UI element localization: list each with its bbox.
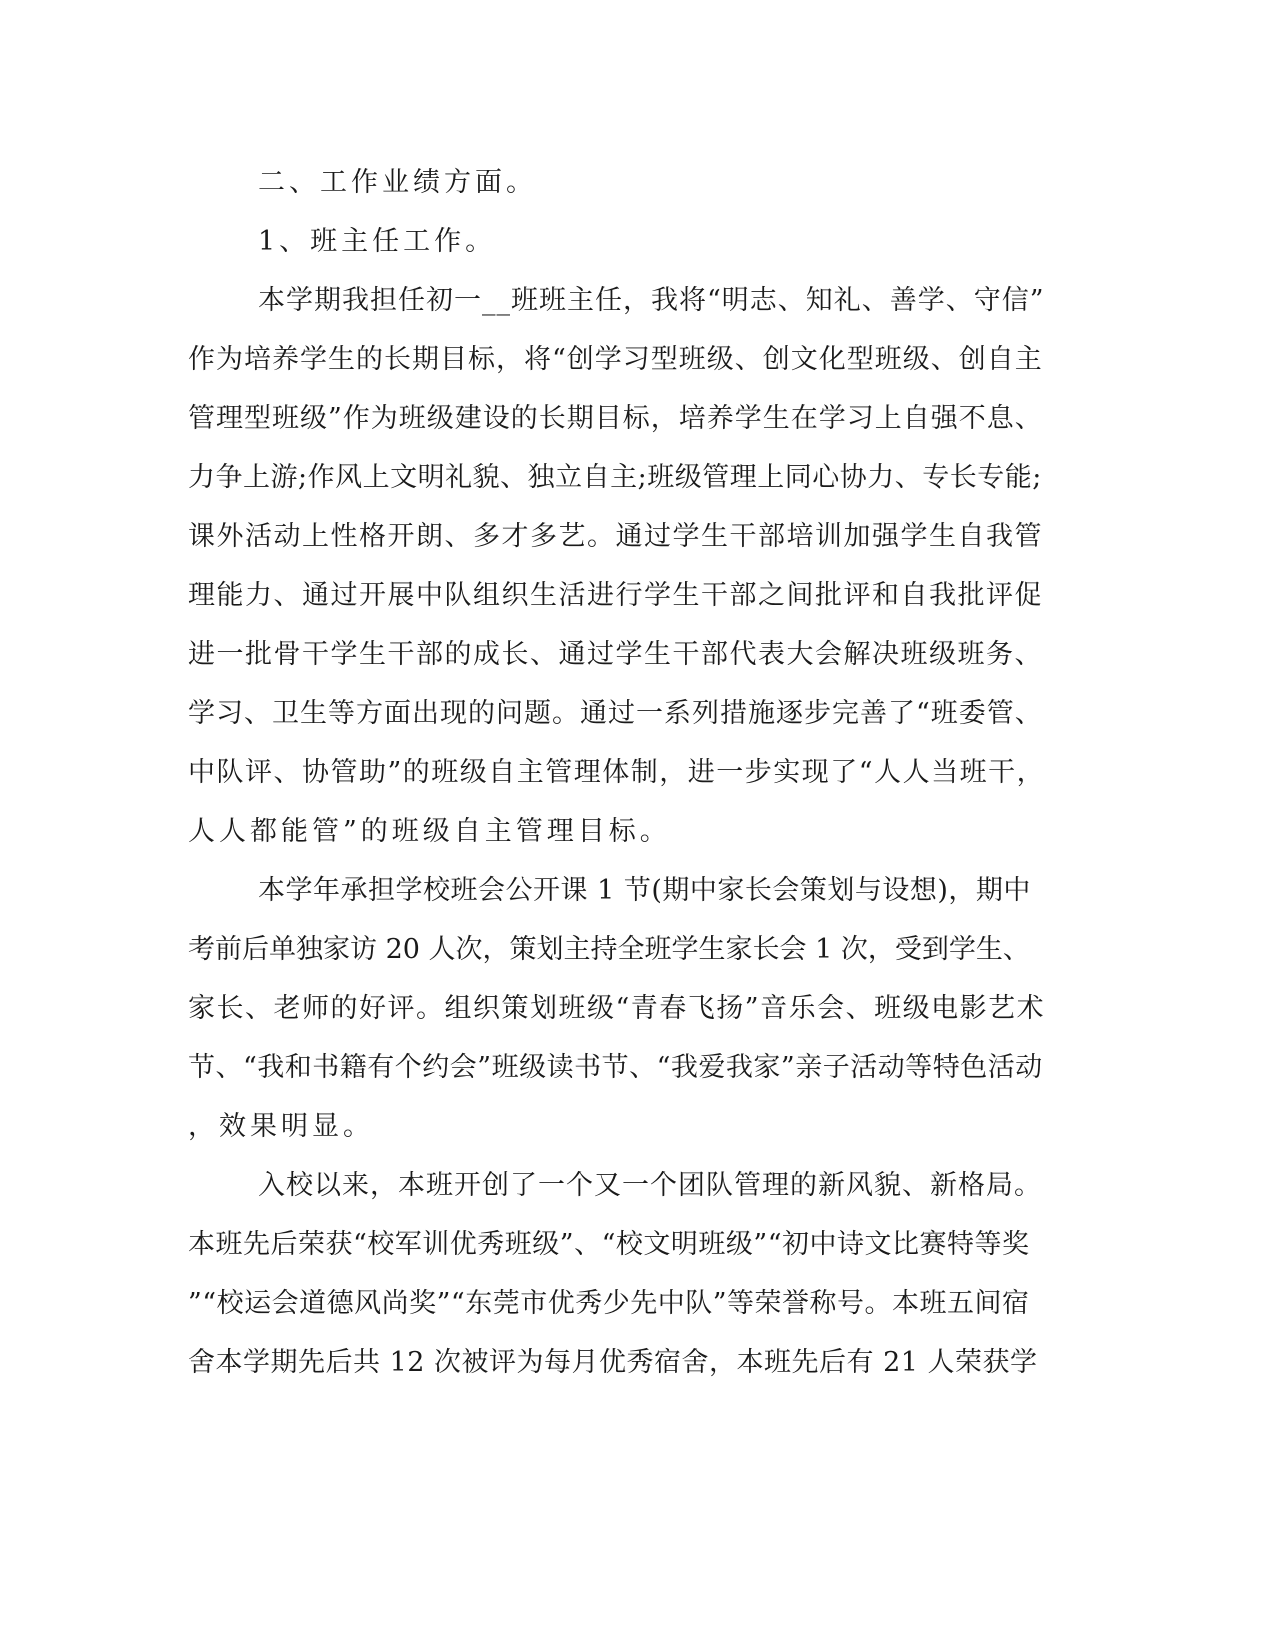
paragraph-line: 入校以来，本班开创了一个又一个团队管理的新风貌、新格局。	[258, 1170, 1042, 1201]
paragraph-line: 进一批骨干学生干部的成长、通过学生干部代表大会解决班级班务、	[188, 639, 1043, 670]
paragraph-line: 本班先后荣获“校军训优秀班级”、“校文明班级”“初中诗文比赛特等奖	[188, 1229, 1030, 1260]
paragraph-line: 作为培养学生的长期目标，将“创学习型班级、创文化型班级、创自主	[188, 344, 1043, 375]
paragraph-line: 家长、老师的好评。组织策划班级“青春飞扬”音乐会、班级电影艺术	[188, 993, 1046, 1024]
paragraph-line: ”“校运会道德风尚奖”“东莞市优秀少先中队”等荣誉称号。本班五间宿	[188, 1288, 1030, 1319]
paragraph-line: 节、“我和书籍有个约会”班级读书节、“我爱我家”亲子活动等特色活动	[188, 1052, 1043, 1083]
subsection-heading: 1、班主任工作。	[258, 226, 497, 257]
paragraph-line: 人人都能管”的班级自主管理目标。	[188, 816, 671, 847]
paragraph-line: 本学期我担任初一__班班主任，我将“明志、知礼、善学、守信”	[258, 285, 1045, 316]
paragraph-line: 学习、卫生等方面出现的问题。通过一系列措施逐步完善了“班委管、	[188, 698, 1043, 729]
paragraph-line: ，效果明显。	[188, 1111, 374, 1142]
paragraph-line: 本学年承担学校班会公开课 1 节(期中家长会策划与设想)，期中	[258, 875, 1031, 906]
paragraph-line: 舍本学期先后共 12 次被评为每月优秀宿舍，本班先后有 21 人荣获学	[188, 1347, 1038, 1378]
paragraph-line: 管理型班级”作为班级建设的长期目标，培养学生在学习上自强不息、	[188, 403, 1043, 434]
paragraph-line: 考前后单独家访 20 人次，策划主持全班学生家长会 1 次，受到学生、	[188, 934, 1030, 965]
paragraph-line: 力争上游;作风上文明礼貌、独立自主;班级管理上同心协力、专长专能;	[188, 462, 1042, 493]
paragraph-line: 理能力、通过开展中队组织生活进行学生干部之间批评和自我批评促	[188, 580, 1043, 611]
paragraph-line: 中队评、协管助”的班级自主管理体制，进一步实现了“人人当班干，	[188, 757, 1046, 788]
section-heading: 二、工作业绩方面。	[258, 167, 537, 198]
paragraph-line: 课外活动上性格开朗、多才多艺。通过学生干部培训加强学生自我管	[188, 521, 1043, 552]
